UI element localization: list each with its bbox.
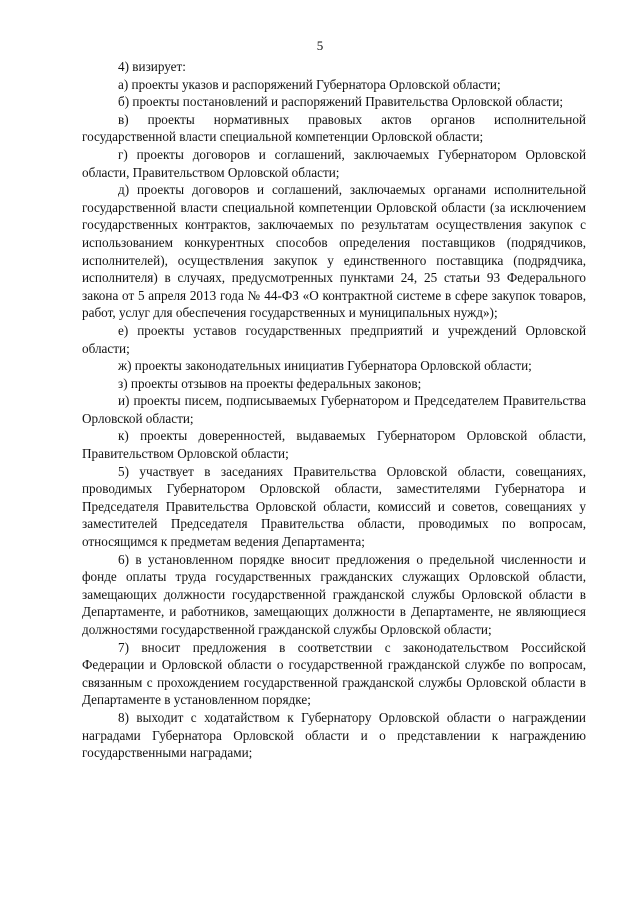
- paragraph-7: 7) вносит предложения в соответствии с законодательством Российской Федерации и Орловской области о государственной гражданской службе по вопросам, связанным с прохождением государственной гражданской службы Орловской области в Департаменте в установленном порядке;: [82, 639, 586, 708]
- paragraph-4i: и) проекты писем, подписываемых Губернатором и Председателем Правительства Орловской области;: [82, 393, 586, 426]
- page-number: 5: [316, 38, 324, 53]
- paragraph-4e: е) проекты уставов государственных предприятий и учреждений Орловской области;: [82, 322, 586, 356]
- paragraph-4g: г) проекты договоров и соглашений, заключаемых Губернатором Орловской области, Правительством Орловской области;: [82, 146, 586, 180]
- paragraph-4zh: ж) проекты законодательных инициатив Губернатора Орловской области;: [118, 358, 532, 374]
- paragraph-5: 5) участвует в заседаниях Правительства Орловской области, совещаниях, проводимых Губернатором Орловской области, заместителями Губернатора и Председателя Правительства Орловской области, комиссий и советов, совещаниях у заместителей Председателя Правительства области, проводимых по вопросам, относящимся к предметам ведения Департамента;: [82, 463, 586, 550]
- paragraph-4v: в) проекты нормативных правовых актов органов исполнительной государственной власти специальной компетенции Орловской области;: [82, 111, 586, 145]
- paragraph-8: 8) выходит с ходатайством к Губернатору Орловской области о награждении наградами Губернатора Орловской области и о представлении к награждению государственными наградами;: [82, 709, 586, 761]
- document-body: [82, 58, 586, 762]
- paragraph-4a: а) проекты указов и распоряжений Губернатора Орловской области;: [118, 76, 501, 92]
- paragraph-4d: д) проекты договоров и соглашений, заключаемых органами исполнительной государственной власти специальной компетенции Орловской области (за исключением государственных контрактов, заключаемых по результатам осуществления закупок с использованием конкурентных способов определения поставщиков (подрядчиков, исполнителей), осуществления закупок у единственного поставщика (подрядчика, исполнителя) в случаях, предусмотренных пунктами 24, 25 статьи 93 Федерального закона от 5 апреля 2013 года № 44-ФЗ «О контрактной системе в сфере закупок товаров, работ, услуг для обеспечения государственных и муниципальных нужд»);: [82, 182, 586, 321]
- paragraph-4z: з) проекты отзывов на проекты федеральных законов;: [118, 375, 422, 391]
- paragraph-4k: к) проекты доверенностей, выдаваемых Губернатором Орловской области, Правительством Орловской области;: [82, 428, 586, 462]
- paragraph-6: 6) в установленном порядке вносит предложения о предельной численности и фонде оплаты труда государственных гражданских служащих Орловской области, замещающих должности государственной гражданской службы Орловской области в Департаменте, и работников, замещающих должности в Департаменте, не являющиеся должностями государственной гражданской службы Орловской области;: [82, 551, 586, 637]
- paragraph-4b: б) проекты постановлений и распоряжений Правительства Орловской области;: [118, 94, 564, 110]
- paragraph-4: 4) визирует:: [118, 59, 186, 74]
